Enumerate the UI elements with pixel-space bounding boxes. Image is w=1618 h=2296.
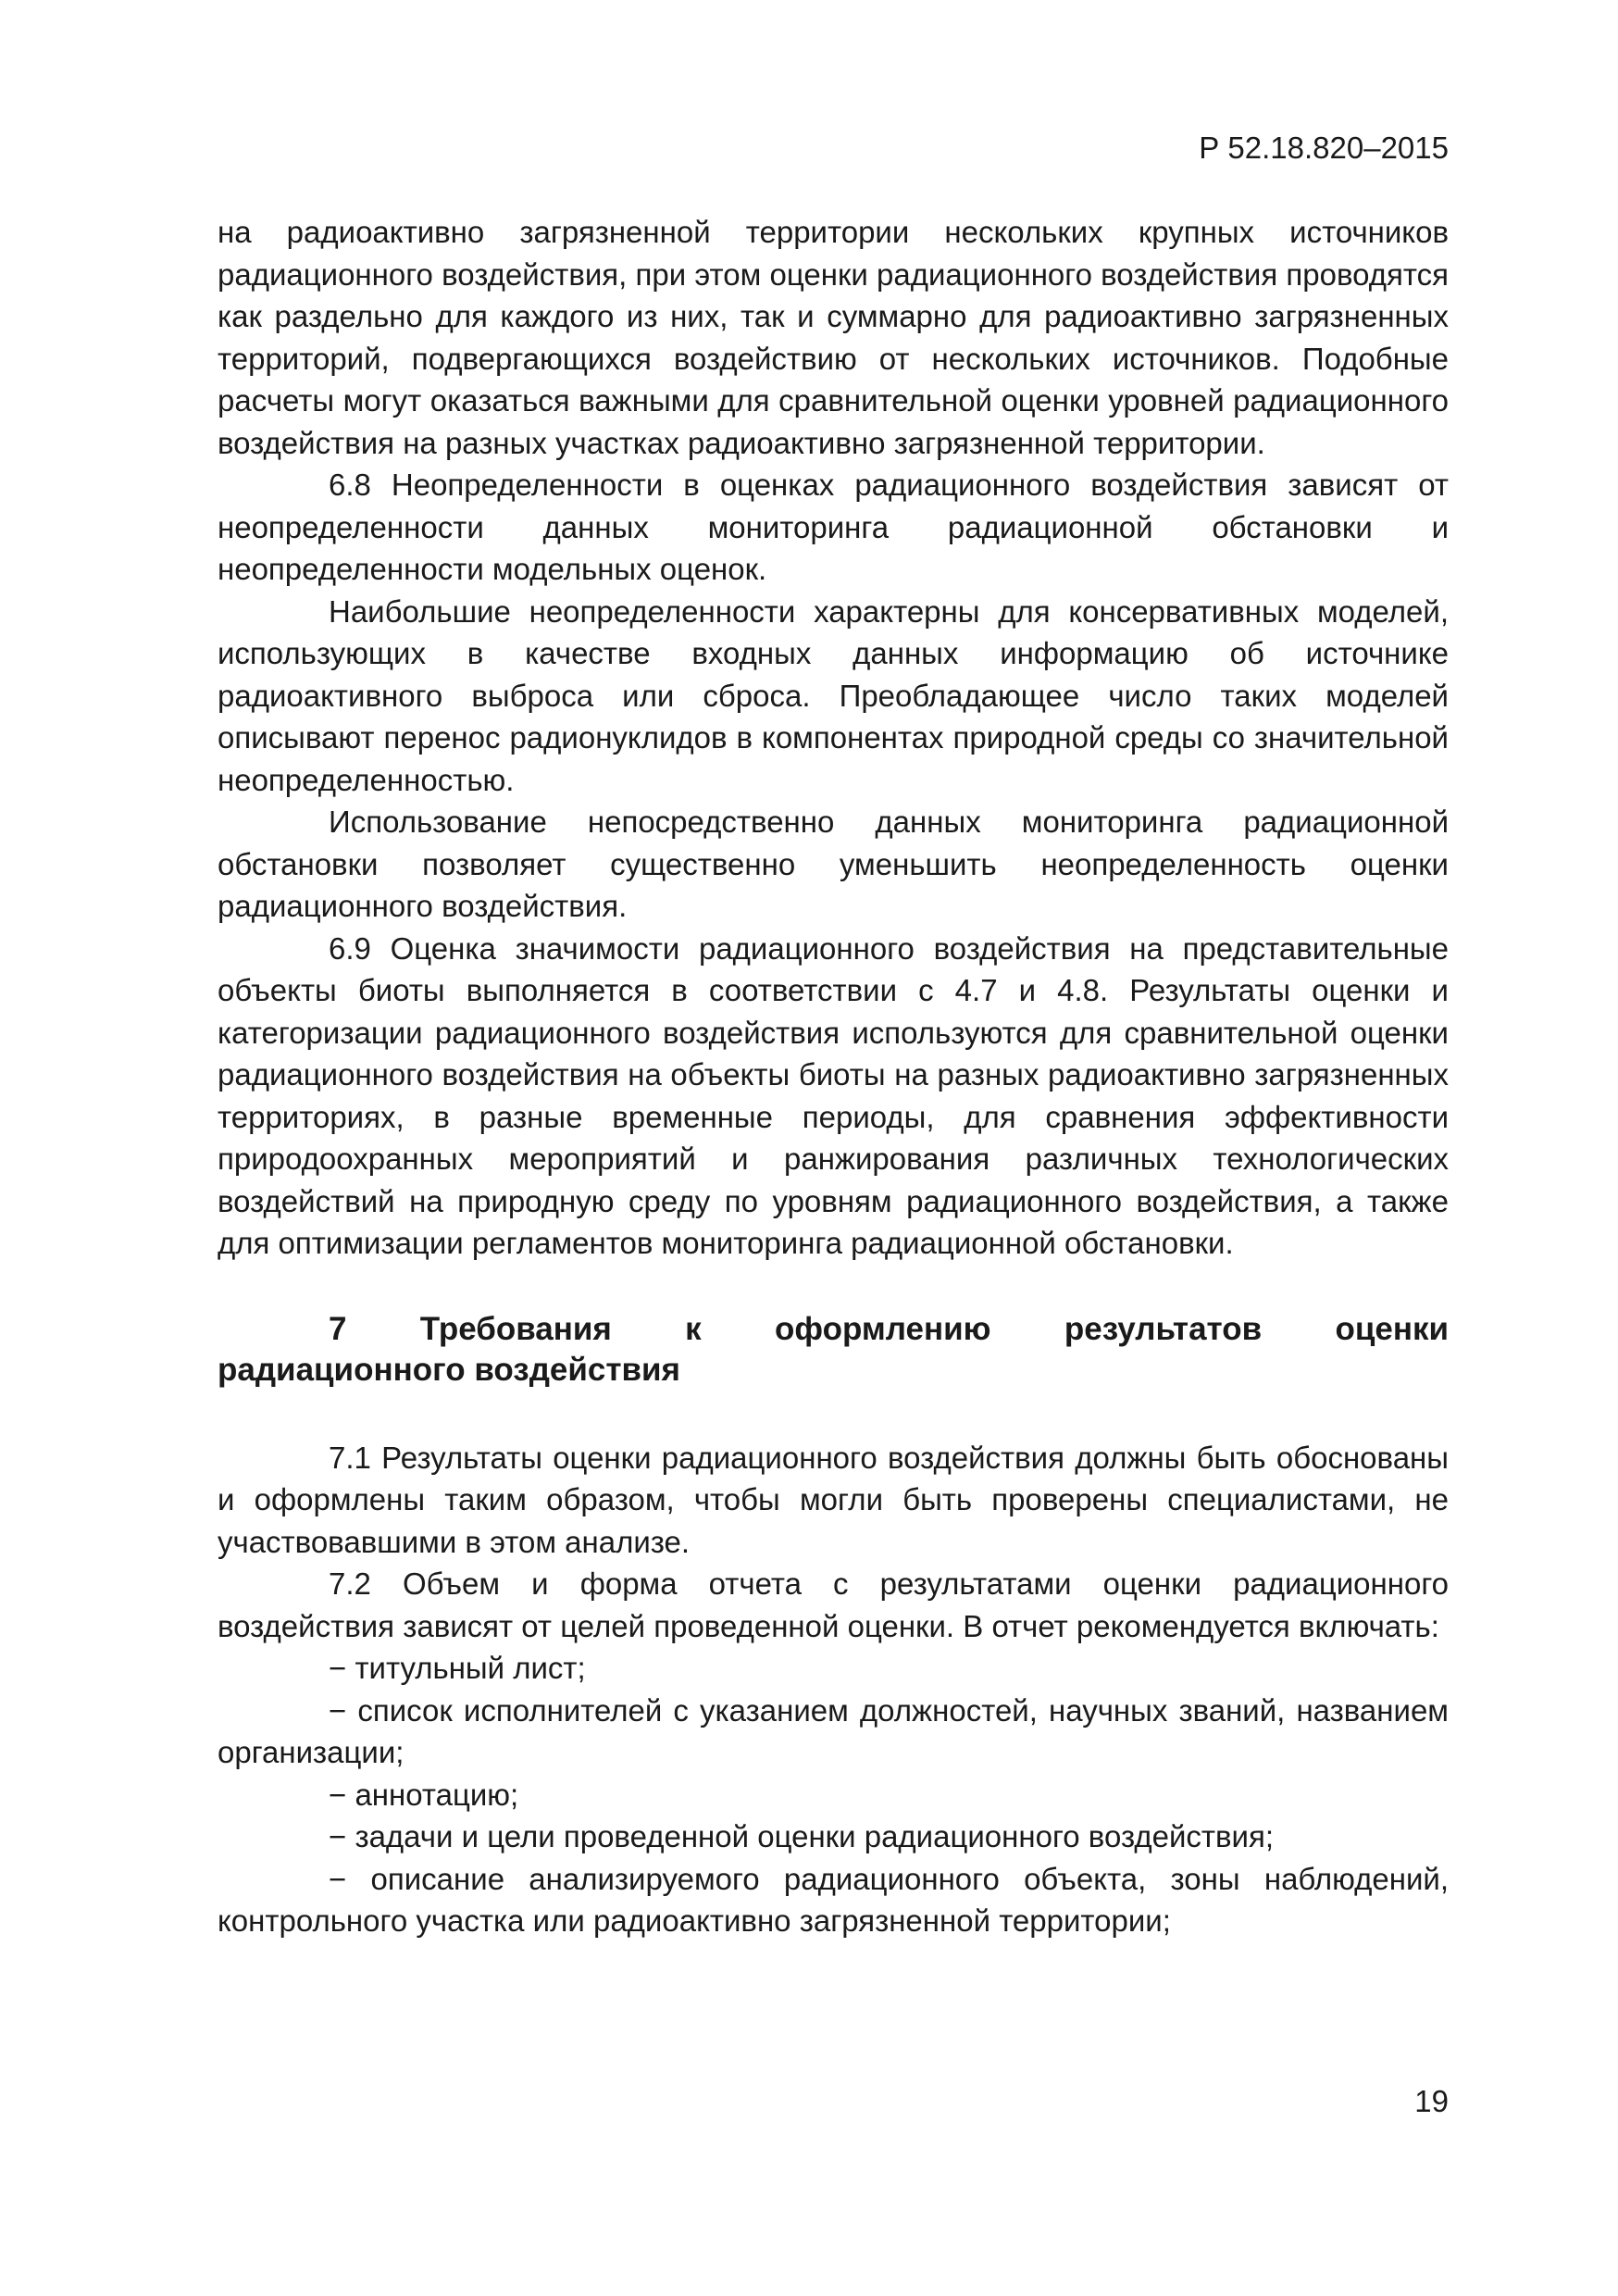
paragraph-uncertainty-models: Наибольшие неопределенности характерны для консервативных моделей, использующих в качестве входных данных информацию об источнике радиоактивного выброса или сброса. Преобладающее число таких моделей описывают перенос радионуклидов в компонентах природной среды со значительной неопределенностью. xyxy=(218,593,1449,797)
paragraph-7-2: 7.2 Объем и форма отчета с результатами оценки радиационного воздействия зависят от целей проведенной оценки. В отчет рекомендуется включать: xyxy=(218,1566,1449,1643)
paragraph-6-8: 6.8 Неопределенности в оценках радиационного воздействия зависят от неопределенности данных мониторинга радиационной обстановки и неопределенности модельных оценок. xyxy=(218,468,1449,586)
paragraph-continuation: на радиоактивно загрязненной территории нескольких крупных источников радиационного воздействия, при этом оценки радиационного воздействия проводятся как раздельно для каждого из них, так и суммарно для радиоактивно загрязненных территорий, подвергающихся воздействию от нескольких источников. Подобные расчеты могут оказаться важными для сравнительной оценки уровней радиационного воздействия на разных участках радиоактивно загрязненной территории. xyxy=(218,215,1449,460)
list-item: − описание анализируемого радиационного объекта, зоны наблюдений, контрольного участка или радиоактивно загрязненной территории; xyxy=(218,1861,1449,1938)
heading-spacer xyxy=(218,1391,1449,1437)
document-code-header: Р 52.18.820–2015 xyxy=(1199,131,1449,165)
list-item: − список исполнителей с указанием должностей, научных званий, названием организации; xyxy=(218,1692,1449,1769)
document-body xyxy=(218,211,1449,1942)
paragraph-monitoring-data: Использование непосредственно данных мониторинга радиационной обстановки позволяет существенно уменьшить неопределенность оценки радиационного воздействия. xyxy=(218,805,1449,923)
section-7-heading-line1: 7 Требования к оформлению результатов оценки xyxy=(329,1310,1449,1347)
paragraph-7-1: 7.1 Результаты оценки радиационного воздействия должны быть обоснованы и оформлены таким образом, чтобы могли быть проверены специалистами, не участвовавшими в этом анализе. xyxy=(218,1440,1449,1559)
list-item: − задачи и цели проведенной оценки радиационного воздействия; xyxy=(329,1819,1275,1853)
page-number: 19 xyxy=(1414,2084,1449,2118)
list-item: − титульный лист; xyxy=(329,1651,586,1685)
list-item: − аннотацию; xyxy=(329,1777,519,1812)
section-7-heading xyxy=(218,1309,1449,1391)
section-7-heading-line2: радиационного воздействия xyxy=(218,1351,680,1388)
paragraph-6-9: 6.9 Оценка значимости радиационного воздействия на представительные объекты биоты выполняется в соответствии с 4.7 и 4.8. Результаты оценки и категоризации радиационного воздействия используются для сравнительной оценки радиационного воздействия на объекты биоты на разных радиоактивно загрязненных территориях, в разные временные периоды, для сравнения эффективности природоохранных мероприятий и ранжирования различных технологических воздействий на природную среду по уровням радиационного воздействия, а также для оптимизации регламентов мониторинга радиационной обстановки. xyxy=(218,930,1449,1260)
